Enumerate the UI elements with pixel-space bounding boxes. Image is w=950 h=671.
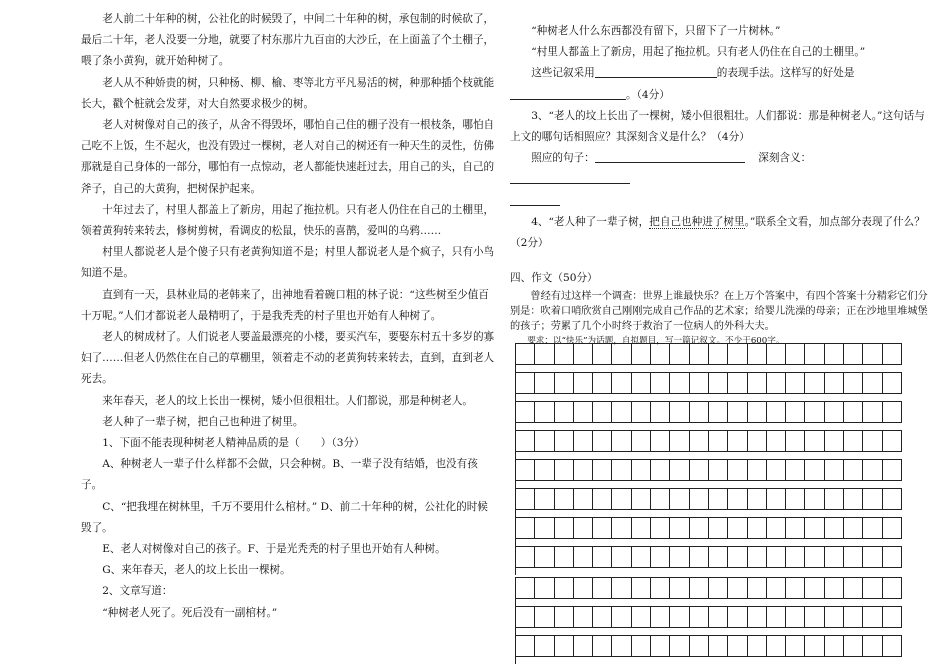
grid-cell[interactable]: [651, 607, 670, 627]
answer-blank-meaning-cont[interactable]: [510, 192, 560, 206]
grid-row: [516, 517, 902, 539]
grid-cell[interactable]: [516, 607, 535, 627]
grid-cell[interactable]: [786, 373, 805, 393]
grid-cell[interactable]: [728, 607, 747, 627]
grid-cell[interactable]: [555, 431, 574, 451]
grid-cell[interactable]: [574, 344, 593, 364]
grid-cell[interactable]: [670, 402, 689, 422]
grid-cell[interactable]: [690, 547, 709, 567]
grid-cell[interactable]: [805, 636, 824, 656]
answer-blank-meaning[interactable]: [510, 170, 630, 184]
grid-cell[interactable]: [709, 344, 728, 364]
question-2-prompt: [510, 63, 928, 105]
grid-cell[interactable]: [883, 373, 902, 393]
option-e: E、老人对树像对自己的孩子。: [102, 543, 248, 556]
grid-cell[interactable]: [728, 489, 747, 509]
grid-cell[interactable]: [748, 518, 767, 538]
grid-cell[interactable]: [863, 636, 882, 656]
essay-requirement: 要求：以“快乐”为话题，自拟题目，写一篇记叙文。不少于600字。: [527, 336, 785, 347]
question-2-ask-end: 。（4分）: [626, 88, 670, 101]
grid-cell[interactable]: [728, 636, 747, 656]
grid-cell[interactable]: [690, 636, 709, 656]
grid-cell[interactable]: [535, 578, 554, 598]
grid-cell[interactable]: [709, 373, 728, 393]
grid-row: [516, 372, 902, 394]
question-2-ask-b: 的表现手法。这样写的好处是: [716, 67, 855, 80]
grid-cell[interactable]: [786, 607, 805, 627]
grid-cell[interactable]: [535, 607, 554, 627]
grid-cell[interactable]: [516, 518, 535, 538]
grid-cell[interactable]: [728, 518, 747, 538]
grid-cell[interactable]: [690, 489, 709, 509]
grid-row: [516, 343, 902, 365]
grid-cell[interactable]: [863, 547, 882, 567]
grid-cell[interactable]: [555, 344, 574, 364]
story-paragraph: 来年春天，老人的坟上长出一棵树，矮小但很粗壮。人们都说，那是种树老人。: [102, 394, 473, 407]
grid-cell[interactable]: [690, 402, 709, 422]
grid-cell[interactable]: [883, 607, 902, 627]
answer-blank-technique[interactable]: [595, 64, 717, 78]
essay-section-title: 四、作文（50分）: [510, 272, 598, 285]
grid-cell[interactable]: [516, 460, 535, 480]
question-2-quote-1: “种树老人死了。死后没有一副棺材。”: [102, 606, 278, 619]
grid-cell[interactable]: [670, 373, 689, 393]
grid-cell[interactable]: [593, 578, 612, 598]
grid-cell[interactable]: [555, 607, 574, 627]
grid-row: [516, 635, 902, 657]
grid-cell[interactable]: [805, 402, 824, 422]
grid-cell[interactable]: [786, 518, 805, 538]
grid-cell[interactable]: [728, 402, 747, 422]
grid-cell[interactable]: [593, 547, 612, 567]
grid-cell[interactable]: [593, 607, 612, 627]
grid-cell[interactable]: [728, 460, 747, 480]
grid-cell[interactable]: [593, 489, 612, 509]
grid-cell[interactable]: [748, 489, 767, 509]
grid-row: [516, 577, 902, 599]
grid-cell[interactable]: [651, 518, 670, 538]
grid-cell[interactable]: [690, 344, 709, 364]
grid-cell[interactable]: [767, 431, 786, 451]
grid-cell[interactable]: [844, 578, 863, 598]
grid-cell[interactable]: [786, 431, 805, 451]
grid-cell[interactable]: [593, 431, 612, 451]
grid-cell[interactable]: [612, 373, 631, 393]
grid-cell[interactable]: [825, 547, 844, 567]
grid-cell[interactable]: [574, 607, 593, 627]
grid-cell[interactable]: [767, 402, 786, 422]
grid-cell[interactable]: [863, 607, 882, 627]
grid-cell[interactable]: [767, 636, 786, 656]
grid-cell[interactable]: [863, 460, 882, 480]
left-column: [81, 9, 495, 624]
essay-grid-upper[interactable]: [515, 343, 902, 575]
grid-cell[interactable]: [825, 402, 844, 422]
question-2-quote-3: “村里人都盖上了新房，用起了拖拉机。只有老人仍住在自己的土棚里。”: [531, 46, 866, 59]
question-2-quote-2: “种树老人什么东西都没有留下，只留下了一片树林。”: [531, 25, 781, 37]
grid-cell[interactable]: [516, 489, 535, 509]
grid-cell[interactable]: [670, 636, 689, 656]
grid-cell[interactable]: [767, 607, 786, 627]
grid-cell[interactable]: [535, 402, 554, 422]
grid-cell[interactable]: [844, 636, 863, 656]
grid-row: [516, 606, 902, 628]
story-paragraph: 十年过去了，村里人都盖上了新房，用起了拖拉机。只有老人仍住在自己的土棚里，领着黄狗转来转去，修树剪树，看调皮的松鼠，快乐的喜鹊，爱叫的乌鸦……: [81, 203, 495, 238]
grid-cell[interactable]: [612, 489, 631, 509]
grid-cell[interactable]: [555, 547, 574, 567]
grid-cell[interactable]: [748, 636, 767, 656]
grid-cell[interactable]: [767, 578, 786, 598]
grid-cell[interactable]: [709, 489, 728, 509]
grid-cell[interactable]: [844, 460, 863, 480]
grid-cell[interactable]: [632, 607, 651, 627]
grid-cell[interactable]: [651, 402, 670, 422]
grid-cell[interactable]: [709, 607, 728, 627]
grid-cell[interactable]: [825, 489, 844, 509]
grid-cell[interactable]: [555, 460, 574, 480]
grid-cell[interactable]: [786, 344, 805, 364]
grid-cell[interactable]: [574, 636, 593, 656]
option-a: A、种树老人一辈子什么样都不会做，只会种树。: [102, 458, 333, 471]
option-f: F、于是光秃秃的村子里也开始有人种树。: [247, 543, 446, 556]
grid-cell[interactable]: [883, 431, 902, 451]
grid-cell[interactable]: [535, 431, 554, 451]
grid-cell[interactable]: [863, 344, 882, 364]
option-g: G、来年春天，老人的坟上长出一棵树。: [102, 564, 291, 577]
question-2-ask-a: 这些记叙采用: [531, 67, 595, 80]
grid-cell[interactable]: [516, 636, 535, 656]
grid-cell[interactable]: [709, 518, 728, 538]
grid-cell[interactable]: [805, 607, 824, 627]
grid-cell[interactable]: [709, 460, 728, 480]
story-paragraph: 老人从不种娇贵的树，只种杨、柳、榆、枣等北方平凡易活的树，种那种插个枝就能长大，戳个桩就会发芽，对大自然要求极少的树。: [81, 76, 495, 110]
grid-cell[interactable]: [825, 373, 844, 393]
grid-cell[interactable]: [593, 373, 612, 393]
question-1-stem: 1、下面不能表现种树老人精神品质的是（ ）（3分）: [102, 437, 365, 450]
grid-cell[interactable]: [632, 344, 651, 364]
grid-cell[interactable]: [709, 431, 728, 451]
grid-cell[interactable]: [574, 373, 593, 393]
grid-row: [516, 401, 902, 423]
grid-cell[interactable]: [593, 518, 612, 538]
grid-cell[interactable]: [593, 636, 612, 656]
grid-cell[interactable]: [574, 518, 593, 538]
grid-cell[interactable]: [883, 344, 902, 364]
grid-cell[interactable]: [670, 489, 689, 509]
grid-cell[interactable]: [632, 431, 651, 451]
grid-cell[interactable]: [670, 518, 689, 538]
grid-cell[interactable]: [632, 578, 651, 598]
grid-cell[interactable]: [612, 460, 631, 480]
grid-cell[interactable]: [612, 431, 631, 451]
grid-cell[interactable]: [516, 373, 535, 393]
answer-blank-echo[interactable]: [595, 149, 745, 163]
grid-cell[interactable]: [690, 460, 709, 480]
grid-cell[interactable]: [805, 547, 824, 567]
question-1-options-ef: [81, 539, 495, 560]
grid-cell[interactable]: [516, 344, 535, 364]
story-paragraph: 老人的树成材了。人们说老人要盖最漂亮的小楼，要买汽车，要娶东村五十多岁的寡妇了……但老人仍然住在自己的草棚里，领着走不动的老黄狗转来转去，直到，直到老人死去。: [81, 331, 495, 386]
option-d: D、前二十年种的树，公社化的时候毁了。: [81, 500, 488, 534]
grid-cell[interactable]: [767, 518, 786, 538]
grid-cell[interactable]: [805, 578, 824, 598]
grid-cell[interactable]: [844, 518, 863, 538]
grid-cell[interactable]: [690, 518, 709, 538]
grid-cell[interactable]: [651, 636, 670, 656]
grid-cell[interactable]: [863, 373, 882, 393]
grid-cell[interactable]: [574, 547, 593, 567]
grid-cell[interactable]: [728, 578, 747, 598]
grid-cell[interactable]: [844, 344, 863, 364]
grid-cell[interactable]: [535, 344, 554, 364]
grid-cell[interactable]: [767, 373, 786, 393]
grid-cell[interactable]: [632, 636, 651, 656]
grid-cell[interactable]: [651, 344, 670, 364]
grid-cell[interactable]: [690, 578, 709, 598]
grid-row: [516, 430, 902, 452]
grid-cell[interactable]: [786, 636, 805, 656]
grid-cell[interactable]: [709, 547, 728, 567]
grid-cell[interactable]: [593, 344, 612, 364]
grid-cell[interactable]: [767, 460, 786, 480]
grid-cell[interactable]: [805, 518, 824, 538]
grid-cell[interactable]: [825, 578, 844, 598]
grid-cell[interactable]: [748, 607, 767, 627]
answer-blank-benefit-cont[interactable]: [604, 86, 626, 100]
grid-cell[interactable]: [574, 402, 593, 422]
grid-cell[interactable]: [651, 489, 670, 509]
grid-cell[interactable]: [651, 460, 670, 480]
grid-cell[interactable]: [516, 578, 535, 598]
grid-cell[interactable]: [728, 373, 747, 393]
question-3-stem: 3、“老人的坟上长出了一棵树，矮小但很粗壮。人们都说：那是种树老人。”这句话与上文的哪句话相照应？其深刻含义是什么？（4分）: [510, 109, 925, 144]
grid-cell[interactable]: [767, 489, 786, 509]
grid-cell[interactable]: [632, 402, 651, 422]
grid-cell[interactable]: [690, 607, 709, 627]
grid-row: [516, 488, 902, 510]
grid-row: [516, 459, 902, 481]
grid-cell[interactable]: [728, 344, 747, 364]
question-2-stem: 2、文章写道：: [102, 585, 173, 598]
grid-cell[interactable]: [612, 607, 631, 627]
question-1-options-cd: [81, 497, 495, 539]
grid-cell[interactable]: [593, 402, 612, 422]
grid-cell[interactable]: [651, 547, 670, 567]
grid-cell[interactable]: [555, 373, 574, 393]
grid-cell[interactable]: [535, 636, 554, 656]
grid-cell[interactable]: [690, 431, 709, 451]
grid-cell[interactable]: [632, 518, 651, 538]
story-paragraph: 老人种了一辈子树，把自己也种进了树里。: [102, 415, 304, 428]
question-3-answer-line-2: [510, 191, 928, 212]
grid-cell[interactable]: [883, 547, 902, 567]
question-3-answer-line: [510, 148, 928, 190]
grid-cell[interactable]: [632, 547, 651, 567]
grid-cell[interactable]: [748, 344, 767, 364]
grid-row: [516, 546, 902, 568]
question-3-label-meaning: 深刻含义：: [758, 152, 812, 165]
question-4-dotted-phrase: 把自己也种进了树里: [649, 215, 745, 228]
grid-cell[interactable]: [748, 431, 767, 451]
grid-cell[interactable]: [535, 518, 554, 538]
story-paragraph: 老人前二十年种的树，公社化的时候毁了，中间二十年种的树，承包制的时候砍了，最后二十年，老人没要一分地，就要了村东那片九百亩的大沙丘，在上面盖了个土棚子，喂了条小黄狗，就开始种树了。: [81, 13, 495, 68]
grid-cell[interactable]: [555, 636, 574, 656]
grid-cell[interactable]: [593, 460, 612, 480]
grid-cell[interactable]: [670, 547, 689, 567]
grid-cell[interactable]: [883, 402, 902, 422]
option-c: C、“把我埋在树林里，千万不要用什么棺材。”: [102, 500, 318, 513]
grid-cell[interactable]: [883, 460, 902, 480]
grid-cell[interactable]: [516, 547, 535, 567]
grid-cell[interactable]: [786, 547, 805, 567]
grid-cell[interactable]: [825, 636, 844, 656]
grid-cell[interactable]: [555, 578, 574, 598]
grid-cell[interactable]: [535, 547, 554, 567]
grid-cell[interactable]: [805, 460, 824, 480]
grid-cell[interactable]: [844, 547, 863, 567]
story-paragraph: 直到有一天，县林业局的老韩来了，出神地看着碗口粗的林子说：“这些树至少值百十万呢。”人们才都说老人最精明了，于是我秃秃的村子里也开始有人种树了。: [81, 288, 489, 322]
grid-cell[interactable]: [863, 489, 882, 509]
grid-cell[interactable]: [786, 460, 805, 480]
grid-cell[interactable]: [709, 402, 728, 422]
grid-cell[interactable]: [535, 489, 554, 509]
story-paragraph: 老人对树像对自己的孩子，从舍不得毁坏，哪怕自己住的棚子没有一根枝条，哪怕自己吃不上饭，生不起火，也没有毁过一棵树，老人对自己的树还有一种天生的灵性，仿佛那就是自己身体的一部分，哪怕有一点惊动，老人都能快速赶过去，用自己的头，自己的斧子，自己的大黄狗，把树保护起来。: [81, 119, 495, 195]
grid-cell[interactable]: [516, 431, 535, 451]
grid-cell[interactable]: [844, 431, 863, 451]
grid-cell[interactable]: [612, 344, 631, 364]
grid-cell[interactable]: [612, 578, 631, 598]
grid-cell[interactable]: [574, 460, 593, 480]
essay-prompt: 曾经有过这样一个调查：世界上谁最快乐？在上万个答案中，有四个答案十分精彩它们分别是：吹着口哨欣赏自己刚刚完成自己作品的艺术家；给婴儿洗澡的母亲；正在沙地里堆城堡的孩子；劳累了几个小时终于救治了一位病人的外科大夫。: [510, 291, 928, 333]
option-b: B、一辈子没有结婚，也没有孩子。: [81, 458, 478, 492]
grid-cell[interactable]: [670, 344, 689, 364]
answer-blank-benefit[interactable]: [510, 86, 604, 100]
grid-cell[interactable]: [748, 460, 767, 480]
grid-cell[interactable]: [574, 431, 593, 451]
grid-cell[interactable]: [670, 578, 689, 598]
grid-cell[interactable]: [748, 373, 767, 393]
grid-cell[interactable]: [883, 518, 902, 538]
grid-cell[interactable]: [748, 578, 767, 598]
grid-cell[interactable]: [670, 431, 689, 451]
right-column: [510, 21, 928, 348]
grid-cell[interactable]: [786, 489, 805, 509]
grid-cell[interactable]: [805, 431, 824, 451]
grid-cell[interactable]: [555, 402, 574, 422]
question-1-options-ab: [81, 454, 495, 496]
grid-cell[interactable]: [805, 344, 824, 364]
grid-cell[interactable]: [767, 344, 786, 364]
grid-cell[interactable]: [844, 402, 863, 422]
grid-cell[interactable]: [863, 578, 882, 598]
grid-cell[interactable]: [555, 518, 574, 538]
grid-cell[interactable]: [883, 578, 902, 598]
question-4-pre: 4、“老人种了一辈子树，: [531, 215, 650, 228]
grid-cell[interactable]: [825, 431, 844, 451]
grid-cell[interactable]: [632, 489, 651, 509]
grid-cell[interactable]: [632, 460, 651, 480]
grid-cell[interactable]: [670, 607, 689, 627]
grid-cell[interactable]: [728, 431, 747, 451]
grid-cell[interactable]: [883, 489, 902, 509]
grid-cell[interactable]: [651, 373, 670, 393]
grid-cell[interactable]: [651, 578, 670, 598]
grid-cell[interactable]: [786, 402, 805, 422]
grid-cell[interactable]: [748, 402, 767, 422]
grid-cell[interactable]: [574, 578, 593, 598]
grid-cell[interactable]: [863, 431, 882, 451]
grid-cell[interactable]: [825, 607, 844, 627]
grid-cell[interactable]: [709, 578, 728, 598]
story-paragraph: 村里人都说老人是个傻子只有老黄狗知道不是；村里人都说老人是个疯子，只有小鸟知道不是。: [81, 246, 495, 280]
grid-cell[interactable]: [574, 489, 593, 509]
grid-cell[interactable]: [863, 402, 882, 422]
grid-cell[interactable]: [844, 607, 863, 627]
grid-cell[interactable]: [709, 636, 728, 656]
grid-cell[interactable]: [535, 460, 554, 480]
grid-cell[interactable]: [825, 344, 844, 364]
grid-cell[interactable]: [844, 489, 863, 509]
grid-cell[interactable]: [535, 373, 554, 393]
grid-cell[interactable]: [651, 431, 670, 451]
grid-cell[interactable]: [612, 518, 631, 538]
question-3-label-echo: 照应的句子：: [531, 152, 595, 165]
grid-cell[interactable]: [786, 578, 805, 598]
grid-cell[interactable]: [555, 489, 574, 509]
grid-cell[interactable]: [767, 547, 786, 567]
question-4-stem: [510, 212, 928, 254]
grid-cell[interactable]: [670, 460, 689, 480]
grid-cell[interactable]: [748, 547, 767, 567]
grid-cell[interactable]: [844, 373, 863, 393]
grid-cell[interactable]: [516, 402, 535, 422]
question-4-post: 。”联系全文看，加点部分表现了什么？（2分）: [510, 215, 925, 250]
grid-cell[interactable]: [805, 489, 824, 509]
grid-cell[interactable]: [612, 547, 631, 567]
grid-cell[interactable]: [612, 402, 631, 422]
grid-cell[interactable]: [690, 373, 709, 393]
grid-cell[interactable]: [863, 518, 882, 538]
grid-cell[interactable]: [632, 373, 651, 393]
essay-grid-lower[interactable]: [515, 577, 902, 664]
grid-cell[interactable]: [728, 547, 747, 567]
grid-cell[interactable]: [825, 460, 844, 480]
grid-cell[interactable]: [883, 636, 902, 656]
grid-cell[interactable]: [805, 373, 824, 393]
grid-cell[interactable]: [825, 518, 844, 538]
grid-cell[interactable]: [612, 636, 631, 656]
